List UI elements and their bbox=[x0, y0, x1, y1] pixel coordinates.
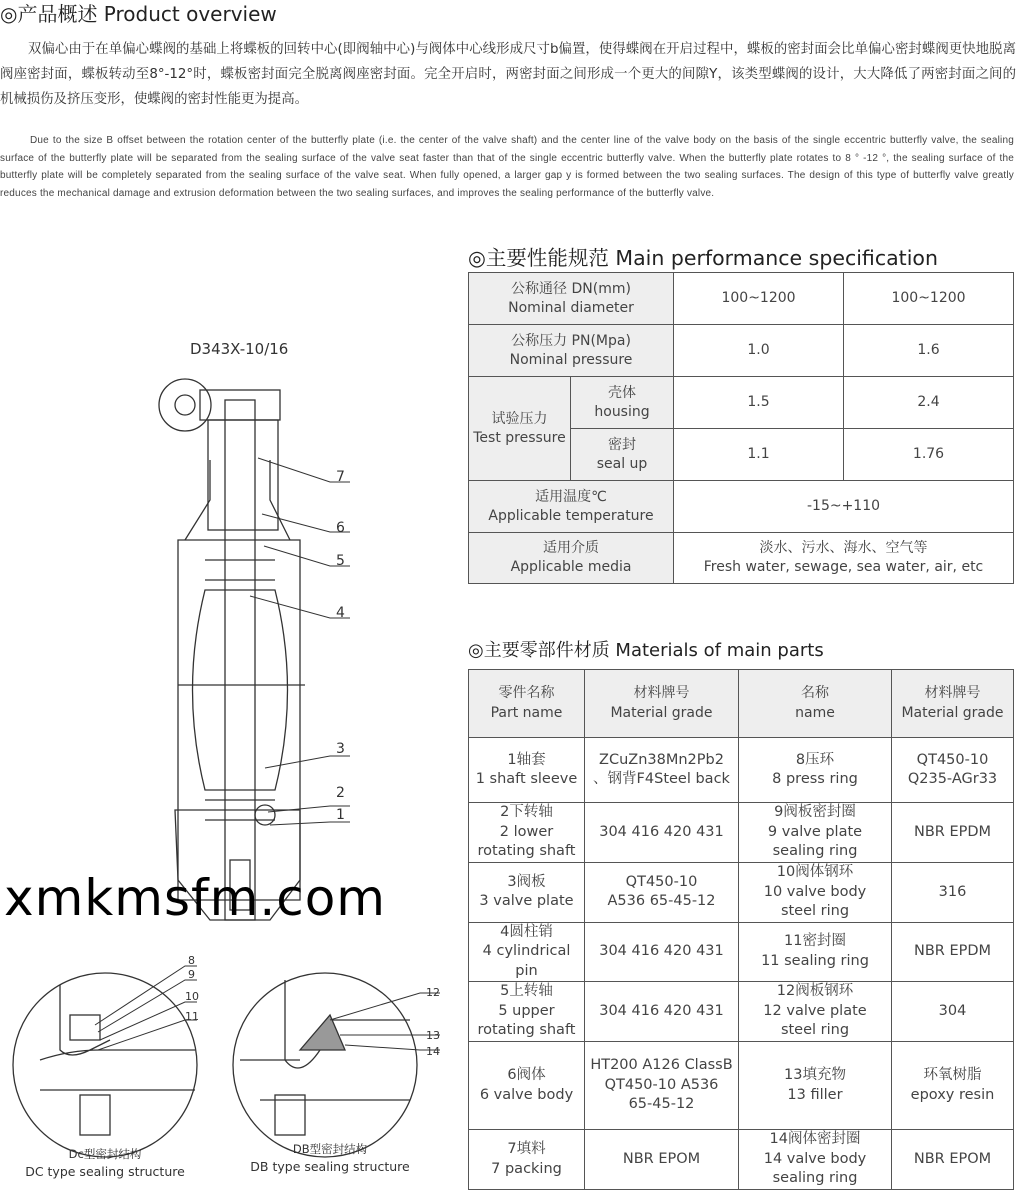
table-cell: 4圆柱销 4 cylindrical pin bbox=[469, 922, 585, 982]
row-label: 公称通径 DN(mm) Nominal diameter bbox=[469, 273, 674, 325]
table-cell: QT450-10 A536 65-45-12 bbox=[585, 863, 739, 923]
table-cell: NBR EPDM bbox=[892, 922, 1014, 982]
db-detail-circle bbox=[233, 973, 417, 1157]
table-cell: 10阀体钢环 10 valve body steel ring bbox=[739, 863, 892, 923]
table-cell: 2下转轴 2 lower rotating shaft bbox=[469, 803, 585, 863]
watermark: xmkmsfm.com bbox=[4, 869, 386, 927]
table-cell: 14阀体密封圈 14 valve body sealing ring bbox=[739, 1130, 892, 1190]
table-cell: 3阀板 3 valve plate bbox=[469, 863, 585, 923]
valve-drawing bbox=[0, 360, 460, 1190]
table-cell: HT200 A126 ClassB QT450-10 A536 65-45-12 bbox=[585, 1042, 739, 1130]
dc-callout-10: 10 bbox=[185, 990, 199, 1003]
dc-detail-circle bbox=[13, 973, 197, 1157]
table-row bbox=[469, 1042, 1014, 1130]
column-header: 名称 name bbox=[739, 670, 892, 738]
table-cell: NBR EPDM bbox=[892, 803, 1014, 863]
table-row bbox=[469, 533, 1014, 584]
table-cell: 7填料 7 packing bbox=[469, 1130, 585, 1190]
column-header: 零件名称 Part name bbox=[469, 670, 585, 738]
table-row bbox=[469, 325, 1014, 377]
dc-caption: Dc型密封结构 DC type sealing structure bbox=[25, 1147, 185, 1179]
table-row bbox=[469, 803, 1014, 863]
table-row bbox=[469, 738, 1014, 803]
callout-7: 7 bbox=[336, 469, 345, 485]
callout-4: 4 bbox=[336, 605, 345, 621]
column-header: 材料牌号 Material grade bbox=[585, 670, 739, 738]
table-cell: 6阀体 6 valve body bbox=[469, 1042, 585, 1130]
callout-1: 1 bbox=[336, 807, 345, 823]
dc-callout-8: 8 bbox=[188, 954, 195, 967]
model-label: D343X-10/16 bbox=[190, 340, 289, 358]
table-cell: 1.6 bbox=[844, 325, 1014, 377]
table-cell: QT450-10 Q235-AGr33 bbox=[892, 738, 1014, 803]
callout-3: 3 bbox=[336, 741, 345, 757]
table-cell: 12阀板钢环 12 valve plate steel ring bbox=[739, 982, 892, 1042]
row-sublabel: 壳体 housing bbox=[571, 377, 674, 429]
callout-5: 5 bbox=[336, 553, 345, 569]
dc-callout-11: 11 bbox=[185, 1010, 199, 1023]
table-cell: 304 416 420 431 bbox=[585, 922, 739, 982]
db-callout-13: 13 bbox=[426, 1029, 440, 1042]
db-caption: DB型密封结构 DB type sealing structure bbox=[250, 1142, 410, 1174]
table-cell: 5上转轴 5 upper rotating shaft bbox=[469, 982, 585, 1042]
callout-6: 6 bbox=[336, 520, 345, 536]
overview-title: ◎产品概述 Product overview bbox=[0, 2, 277, 26]
overview-en-paragraph: Due to the size B offset between the rotation center of the butterfly plate (i.e. the center of the valve shaft) and the center line of the valve body on the basis of the single eccentric butterfly valve, the sealing surface of the butterfly plate will be separated from the sealing surface of the valve seat faster than that of the single eccentric butterfly valve. When the butterfly plate rotates to 8 ° -12 °, the sealing surface of the butterfly plate will be completely separated from the sealing surface of the valve seat. When fully opened, a larger gap y is formed between the two sealing surfaces. The design of this type of butterfly valve greatly reduces the mechanical damage and extrusion deformation between the two sealing surfaces, and improves the sealing performance of the butterfly valve. bbox=[0, 135, 1014, 199]
table-cell: 1.1 bbox=[674, 429, 844, 481]
table-cell: -15~+110 bbox=[674, 481, 1014, 533]
table-cell: 9阀板密封圈 9 valve plate sealing ring bbox=[739, 803, 892, 863]
table-cell: 1.0 bbox=[674, 325, 844, 377]
row-label: 公称压力 PN(Mpa) Nominal pressure bbox=[469, 325, 674, 377]
db-callout-12: 12 bbox=[426, 986, 440, 999]
table-row bbox=[469, 273, 1014, 325]
table-cell: 100~1200 bbox=[674, 273, 844, 325]
materials-title: ◎主要零部件材质 Materials of main parts bbox=[468, 640, 824, 661]
spec-table bbox=[468, 272, 1014, 584]
table-cell: 100~1200 bbox=[844, 273, 1014, 325]
table-row bbox=[469, 481, 1014, 533]
table-cell: 1.76 bbox=[844, 429, 1014, 481]
row-sublabel: 密封 seal up bbox=[571, 429, 674, 481]
row-label: 试验压力 Test pressure bbox=[469, 377, 571, 481]
spec-title: ◎主要性能规范 Main performance specification bbox=[468, 246, 938, 270]
table-cell: 环氧树脂 epoxy resin bbox=[892, 1042, 1014, 1130]
table-cell: 304 416 420 431 bbox=[585, 803, 739, 863]
row-label: 适用温度℃ Applicable temperature bbox=[469, 481, 674, 533]
handwheel-icon bbox=[159, 379, 211, 431]
table-row bbox=[469, 377, 1014, 429]
table-header-row bbox=[469, 670, 1014, 738]
table-row bbox=[469, 1130, 1014, 1190]
table-cell: 1.5 bbox=[674, 377, 844, 429]
table-cell: 8压环 8 press ring bbox=[739, 738, 892, 803]
table-cell: ZCuZn38Mn2Pb2 、钢背F4Steel back bbox=[585, 738, 739, 803]
table-cell: 316 bbox=[892, 863, 1014, 923]
table-cell: 11密封圈 11 sealing ring bbox=[739, 922, 892, 982]
table-cell: 304 bbox=[892, 982, 1014, 1042]
table-cell: NBR EPOM bbox=[585, 1130, 739, 1190]
table-cell: 淡水、污水、海水、空气等 Fresh water, sewage, sea water, air, etc bbox=[674, 533, 1014, 584]
table-cell: 1轴套 1 shaft sleeve bbox=[469, 738, 585, 803]
dc-callout-9: 9 bbox=[188, 968, 195, 981]
db-callout-14: 14 bbox=[426, 1045, 440, 1058]
table-row bbox=[469, 863, 1014, 923]
table-row bbox=[469, 922, 1014, 982]
table-row bbox=[469, 982, 1014, 1042]
overview-cn-paragraph: 双偏心由于在单偏心蝶阀的基础上将蝶板的回转中心(即阀轴中心)与阀体中心线形成尺寸b偏置，使得蝶阀在开启过程中，蝶板的密封面会比单偏心密封蝶阀更快地脱离阀座密封面，蝶板转动至8°-12°时，蝶板密封面完全脱离阀座密封面。完全开启时，两密封面之间形成一个更大的间隙Y，该类型蝶阀的设计，大大降低了两密封面之间的机械损伤及挤压变形，使蝶阀的密封性能更为提高。 bbox=[0, 42, 1016, 107]
table-cell: 304 416 420 431 bbox=[585, 982, 739, 1042]
table-cell: NBR EPOM bbox=[892, 1130, 1014, 1190]
table-cell: 2.4 bbox=[844, 377, 1014, 429]
table-cell: 13填充物 13 filler bbox=[739, 1042, 892, 1130]
column-header: 材料牌号 Material grade bbox=[892, 670, 1014, 738]
row-label: 适用介质 Applicable media bbox=[469, 533, 674, 584]
materials-table bbox=[468, 669, 1014, 1190]
callout-2: 2 bbox=[336, 785, 345, 801]
